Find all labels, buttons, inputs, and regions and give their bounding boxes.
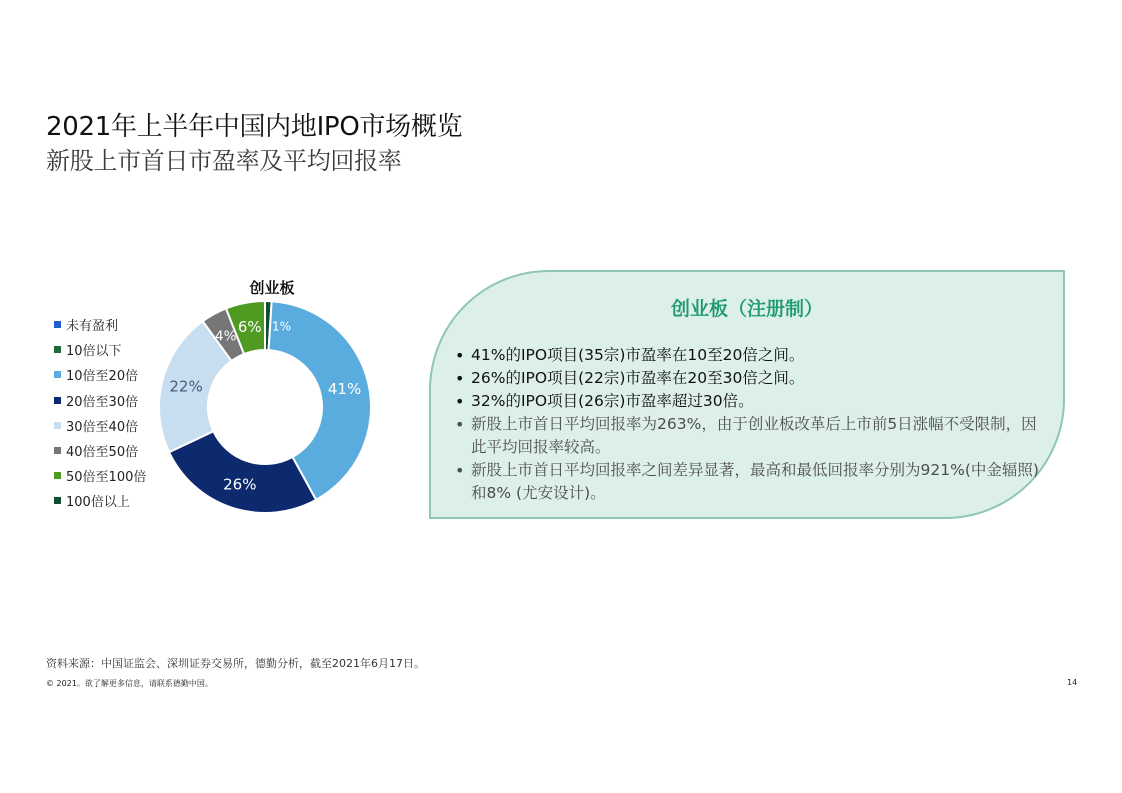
chart-legend (54, 312, 146, 514)
page-subtitle: 新股上市首日市盈率及平均回报率 (46, 147, 402, 175)
legend-item (54, 463, 146, 488)
legend-swatch (54, 447, 61, 454)
legend-label: 10倍至20倍 (66, 369, 139, 385)
legend-swatch (54, 346, 61, 353)
data-label: 26% (223, 475, 257, 494)
callout-bullets (455, 344, 1045, 505)
legend-item (54, 337, 146, 362)
legend-label: 50倍至100倍 (66, 470, 147, 486)
legend-swatch (54, 371, 61, 378)
legend-swatch (54, 422, 61, 429)
bullet-item: • 41%的IPO项目(35宗)市盈率在10至20倍之间。 (455, 344, 1045, 367)
chart-title: 创业板 (249, 279, 295, 297)
legend-label: 10倍以下 (66, 344, 122, 360)
legend-swatch (54, 397, 61, 404)
bullet-item: • 新股上市首日平均回报率之间差异显著，最高和最低回报率分别为921%(中金辐照)和8% (尤安设计)。 (455, 459, 1045, 505)
data-label: 4% (215, 328, 237, 345)
legend-label: 100倍以上 (66, 495, 130, 511)
page-title: 2021年上半年中国内地IPO市场概览 (46, 112, 463, 142)
legend-swatch (54, 472, 61, 479)
data-label: 1% (272, 319, 292, 334)
legend-label: 40倍至50倍 (66, 445, 139, 461)
bullet-item: • 新股上市首日平均回报率为263%，由于创业板改革后上市前5日涨幅不受限制，因此平均回报率较高。 (455, 413, 1045, 459)
legend-item (54, 388, 146, 413)
legend-label: 20倍至30倍 (66, 394, 139, 410)
legend-label: 未有盈利 (66, 319, 119, 335)
source-note: 资料来源：中国证监会、深圳证券交易所，德勤分析，截至2021年6月17日。 (46, 657, 425, 670)
page-number: 14 (1067, 678, 1078, 687)
copyright-note: © 2021。欲了解更多信息，请联系德勤中国。 (46, 679, 213, 688)
legend-swatch (54, 497, 61, 504)
data-label: 22% (169, 377, 203, 396)
legend-item (54, 413, 146, 438)
bullet-item: • 26%的IPO项目(22宗)市盈率在20至30倍之间。 (455, 367, 1045, 390)
donut-chart (160, 275, 385, 520)
donut-slice (169, 431, 316, 513)
bullet-item: • 32%的IPO项目(26宗)市盈率超过30倍。 (455, 390, 1045, 413)
legend-label: 30倍至40倍 (66, 419, 139, 435)
legend-swatch (54, 321, 61, 328)
data-label: 6% (237, 317, 262, 336)
callout-title: 创业板（注册制） (670, 298, 823, 320)
legend-item (54, 312, 146, 337)
legend-item (54, 488, 146, 513)
data-label: 41% (327, 380, 362, 399)
legend-item (54, 362, 146, 387)
callout-box (429, 270, 1065, 519)
donut-chart-svg (160, 275, 385, 520)
legend-item (54, 438, 146, 463)
